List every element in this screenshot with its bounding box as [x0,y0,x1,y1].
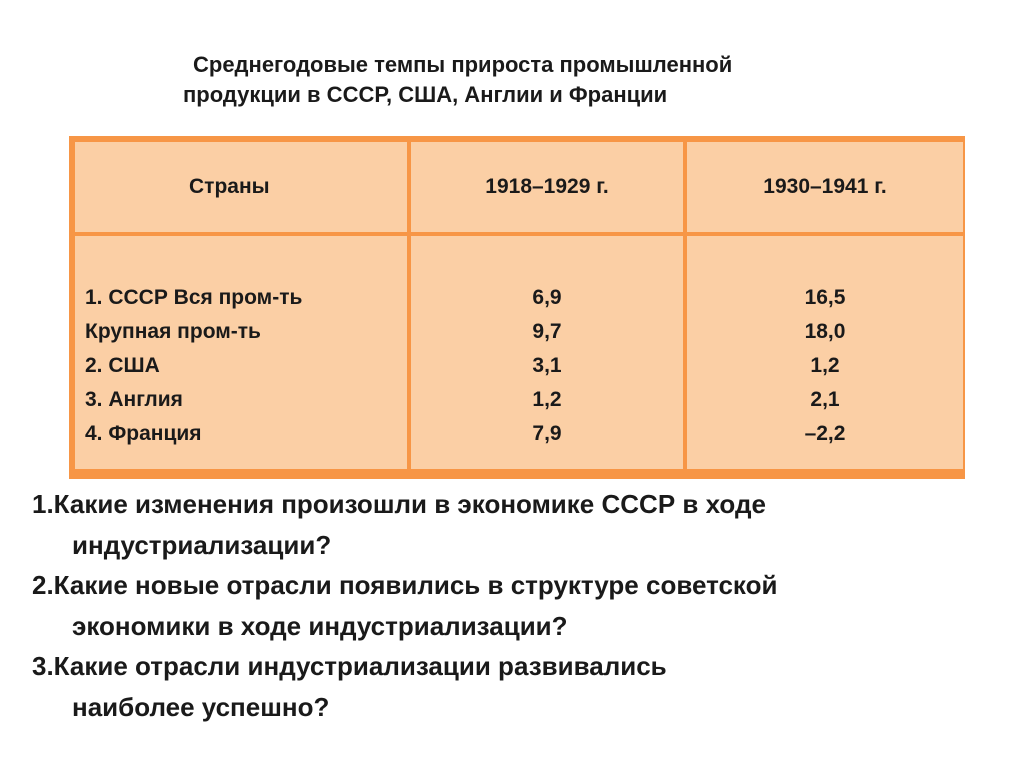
growth-value: 3,1 [532,354,562,377]
country-label: 3. Англия [85,388,183,411]
growth-value: 16,5 [804,286,846,309]
period-1918-1929-column [411,236,683,469]
column-header-1918-1929: 1918–1929 г. [485,175,609,198]
countries-column [75,236,407,469]
country-label: Крупная пром-ть [85,320,261,343]
question-1-line-1: 1.Какие изменения произошли в экономике СССР в ходе [32,489,766,519]
growth-value: –2,2 [804,422,846,445]
growth-value: 1,2 [810,354,840,377]
growth-value: 9,7 [532,320,562,343]
header-cell-countries [75,142,407,232]
column-header-1930-1941: 1930–1941 г. [763,175,887,198]
question-2-line-1: 2.Какие новые отрасли появились в структуре советской [32,570,778,600]
question-1-line-2: индустриализации? [72,529,332,560]
questions-list [32,484,1017,727]
title-line-2: продукции в СССР, США, Англии и Франции [183,82,668,107]
question-2-line-2: экономики в ходе индустриализации? [72,610,568,641]
growth-value: 6,9 [532,286,562,309]
growth-value: 18,0 [804,320,846,343]
question-3-line-1: 3.Какие отрасли индустриализации развивались [32,651,667,681]
country-label: 2. США [85,354,160,377]
column-header-countries: Страны [189,175,270,198]
growth-value: 2,1 [810,388,840,411]
country-label: 1. СССР Вся пром-ть [85,286,303,309]
question-3-line-2: наиболее успешно? [72,691,330,722]
country-label: 4. Франция [85,422,202,445]
header-cell-1930-1941 [687,142,963,232]
growth-value: 7,9 [532,422,562,445]
period-1930-1941-column [687,236,963,469]
title-line-1: Среднегодовые темпы прироста промышленной [193,52,733,77]
header-cell-1918-1929 [411,142,683,232]
growth-rates-table [69,136,965,479]
growth-value: 1,2 [532,388,562,411]
